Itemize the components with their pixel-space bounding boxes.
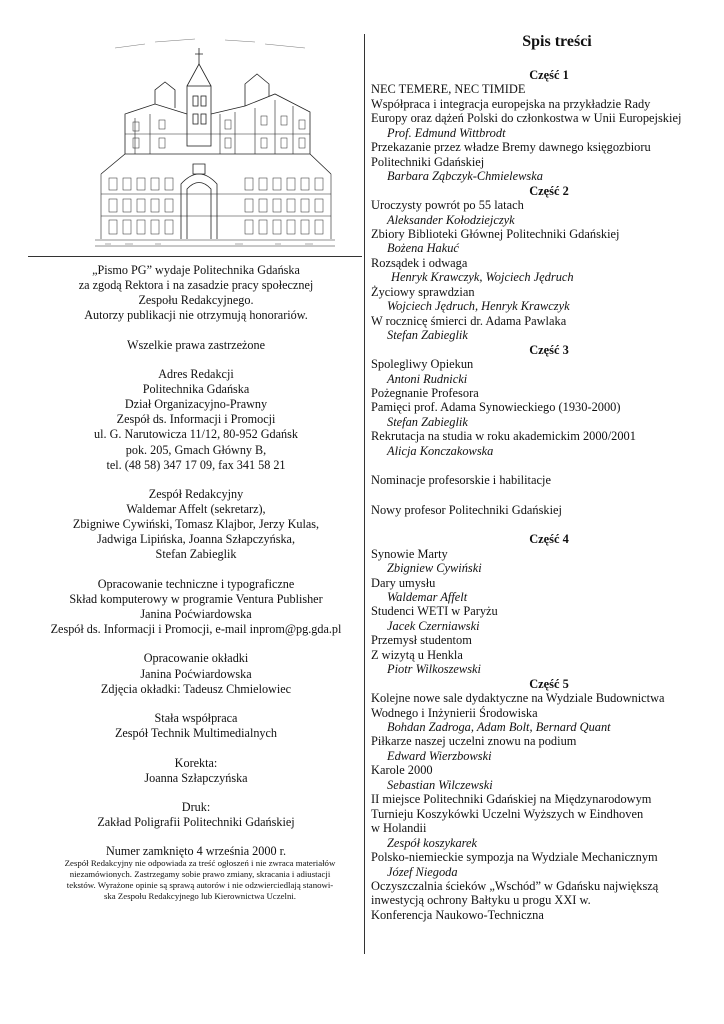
disclaimer-line: niezamówionych. Zastrzegamy sobie prawo zmiany, skracania i adiustacji <box>69 869 331 879</box>
address-line: Adres Redakcji <box>158 367 234 382</box>
toc-title: Spis treści <box>522 33 592 50</box>
cover-info <box>30 651 362 696</box>
toc-entry: Politechniki Gdańskiej <box>371 154 485 169</box>
toc-author: Prof. Edmund Wittbrodt <box>387 125 506 140</box>
address-line: tel. (48 58) 347 17 09, fax 341 58 21 <box>106 457 286 472</box>
toc-entry: Współpraca i integracja europejska na przykładzie Rady <box>371 96 651 111</box>
toc-author: Alicja Konczakowska <box>387 443 494 458</box>
print-line: Druk: <box>181 800 211 814</box>
toc-entry: NEC TEMERE, NEC TIMIDE <box>371 82 526 97</box>
toc-entry: Zbiory Biblioteki Głównej Politechniki Gdańskiej <box>371 226 620 241</box>
toc-author: Antoni Rudnicki <box>387 371 468 386</box>
editorial-team <box>30 487 362 562</box>
print-info <box>30 800 362 830</box>
toc-entry: Przekazanie przez władze Bremy dawnego księgozbioru <box>371 140 651 155</box>
team-line: Zespół Redakcyjny <box>148 487 244 502</box>
editorial-address <box>30 367 362 473</box>
toc-entry: inwestycją ochrony Bałtyku u progu XXI w. <box>371 893 591 908</box>
toc-entry: Pożegnanie Profesora <box>371 385 479 400</box>
publisher-line: Zespołu Redakcyjnego. <box>138 293 254 308</box>
rights-notice <box>30 338 362 353</box>
toc-author: Bohdan Zadroga, Adam Bolt, Bernard Quant <box>387 720 611 735</box>
column-separator <box>364 34 365 954</box>
typesetting-line: Zespół ds. Informacji i Promocji, e-mail inprom@pg.gda.pl <box>50 622 342 637</box>
toc-entry: Rozsądek i odwaga <box>371 255 468 270</box>
toc-author: Józef Niegoda <box>387 864 458 879</box>
toc-entry: Synowie Marty <box>371 546 448 561</box>
spacer <box>371 458 701 473</box>
toc-entry: Turnieju Koszykówki Uczelni Wyższych w Eindhoven <box>371 806 644 821</box>
colophon <box>30 263 362 874</box>
toc-author: Piotr Wilkoszewski <box>387 662 481 677</box>
disclaimer-line: Zespół Redakcyjny nie odpowiada za treść ogłoszeń i nie zwraca materiałów <box>64 858 336 868</box>
toc-entry: Konferencja Naukowo-Techniczna <box>371 907 544 922</box>
cover-line: Janina Poćwiardowska <box>140 666 252 681</box>
part-heading: Część 3 <box>529 342 569 357</box>
team-line: Zbigniwe Cywiński, Tomasz Klajbor, Jerzy Kulas, <box>72 517 320 532</box>
rights-line: Wszelkie prawa zastrzeżone <box>126 337 266 352</box>
toc-author: Stefan Zabieglik <box>387 414 468 429</box>
toc-author: Henryk Krawczyk, Wojciech Jędruch <box>391 270 574 285</box>
typesetting-line: Opracowanie techniczne i typograficzne <box>97 576 295 591</box>
team-line: Jadwiga Lipińska, Joanna Szłapczyńska, <box>97 532 295 547</box>
address-line: pok. 205, Gmach Główny B, <box>125 442 267 457</box>
toc-entry: Europy oraz dążeń Polski do członkostwa w Unii Europejskiej <box>371 111 682 126</box>
publisher-info <box>30 263 362 323</box>
toc-author: Sebastian Wilczewski <box>387 777 493 792</box>
main-building-illustration <box>95 34 335 252</box>
publisher-line: Autorzy publikacji nie otrzymują honorariów. <box>84 308 308 323</box>
toc-entry: Oczyszczalnia ścieków „Wschód” w Gdańsku największą <box>371 879 659 894</box>
cover-line: Opracowanie okładki <box>143 651 249 666</box>
spacer <box>371 517 701 532</box>
part-heading: Część 5 <box>529 676 569 691</box>
address-line: Dział Organizacyjno-Prawny <box>124 397 268 412</box>
print-line: Zakład Poligrafii Politechniki Gdańskiej <box>97 815 295 830</box>
toc-entry: Dary umysłu <box>371 575 436 590</box>
proofreading-line: Korekta: <box>174 755 218 770</box>
toc-author: Zbigniew Cywiński <box>387 561 482 576</box>
toc-author: Wojciech Jędruch, Henryk Krawczyk <box>387 299 570 314</box>
toc-entry: Rekrutacja na studia w roku akademickim 2000/2001 <box>371 429 636 444</box>
cooperation-line: Zespół Technik Multimedialnych <box>114 726 278 741</box>
address-line: Zespół ds. Informacji i Promocji <box>116 412 276 427</box>
table-of-contents <box>371 32 701 922</box>
team-line: Waldemar Affelt (sekretarz), <box>126 502 266 517</box>
part-heading: Część 4 <box>529 532 569 547</box>
proofreading-info <box>30 756 362 786</box>
toc-author: Waldemar Affelt <box>387 589 468 604</box>
toc-entry: Wodnego i Inżynierii Środowiska <box>371 705 538 720</box>
left-column-divider <box>28 256 362 257</box>
disclaimer-line: tekstów. Wyrażone opinie są sprawą autorów i nie odzwierciedlają stanowi- <box>66 880 334 890</box>
toc-entry: Studenci WETI w Paryżu <box>371 604 498 619</box>
toc-author: Bożena Hakuć <box>387 241 459 256</box>
part-heading: Część 1 <box>529 68 569 82</box>
address-line: Politechnika Gdańska <box>142 382 250 397</box>
toc-author: Aleksander Kołodziejczyk <box>387 212 515 227</box>
toc-entry: Nowy profesor Politechniki Gdańskiej <box>371 502 562 517</box>
toc-entry: Polsko-niemieckie sympozja na Wydziale Mechanicznym <box>371 850 658 865</box>
toc-entry: II miejsce Politechniki Gdańskiej na Międzynarodowym <box>371 792 652 807</box>
toc-entry: Przemysł studentom <box>371 633 472 648</box>
toc-entry: w Holandii <box>371 821 427 836</box>
toc-author: Jacek Czerniawski <box>387 618 480 633</box>
spacer <box>371 488 701 503</box>
team-line: Stefan Zabieglik <box>155 547 237 562</box>
toc-entry: W rocznicę śmierci dr. Adama Pawlaka <box>371 313 567 328</box>
toc-entry: Nominacje profesorskie i habilitacje <box>371 473 551 488</box>
toc-entry: Piłkarze naszej uczelni znowu na podium <box>371 734 577 749</box>
cover-line: Zdjęcia okładki: Tadeusz Chmielowiec <box>100 681 292 696</box>
typesetting-line: Skład komputerowy w programie Ventura Publisher <box>69 591 323 606</box>
toc-entry: Kolejne nowe sale dydaktyczne na Wydziale Budownictwa <box>371 691 665 706</box>
proofreading-line: Joanna Szłapczyńska <box>144 770 248 785</box>
closing-date-line: Numer zamknięto 4 września 2000 r. <box>105 844 287 859</box>
toc-author: Stefan Zabieglik <box>387 328 468 343</box>
typesetting-info <box>30 577 362 637</box>
toc-entry: Pamięci prof. Adama Synowieckiego (1930-2000) <box>371 400 621 415</box>
typesetting-line: Janina Poćwiardowska <box>140 606 252 621</box>
publisher-line: za zgodą Rektora i na zasadzie pracy społecznej <box>78 278 314 293</box>
toc-author: Edward Wierzbowski <box>387 748 492 763</box>
toc-author: Barbara Ząbczyk-Chmielewska <box>387 169 543 184</box>
toc-entry: Karole 2000 <box>371 763 433 778</box>
disclaimer <box>48 858 352 902</box>
part-heading: Część 2 <box>529 183 569 198</box>
cooperation-line: Stała współpraca <box>154 711 238 726</box>
toc-entry: Spolegliwy Opiekun <box>371 357 474 372</box>
disclaimer-line: ska Zespołu Redakcyjnego lub Kierownictwa Uczelni. <box>103 891 296 901</box>
publisher-line: „Pismo PG” wydaje Politechnika Gdańska <box>92 263 300 277</box>
cooperation-info <box>30 711 362 741</box>
toc-author: Zespół koszykarek <box>387 835 478 850</box>
toc-entry: Uroczysty powrót po 55 latach <box>371 198 524 213</box>
toc-entry: Życiowy sprawdzian <box>371 284 475 299</box>
toc-entry: Z wizytą u Henkla <box>371 647 463 662</box>
address-line: ul. G. Narutowicza 11/12, 80-952 Gdańsk <box>94 427 298 442</box>
